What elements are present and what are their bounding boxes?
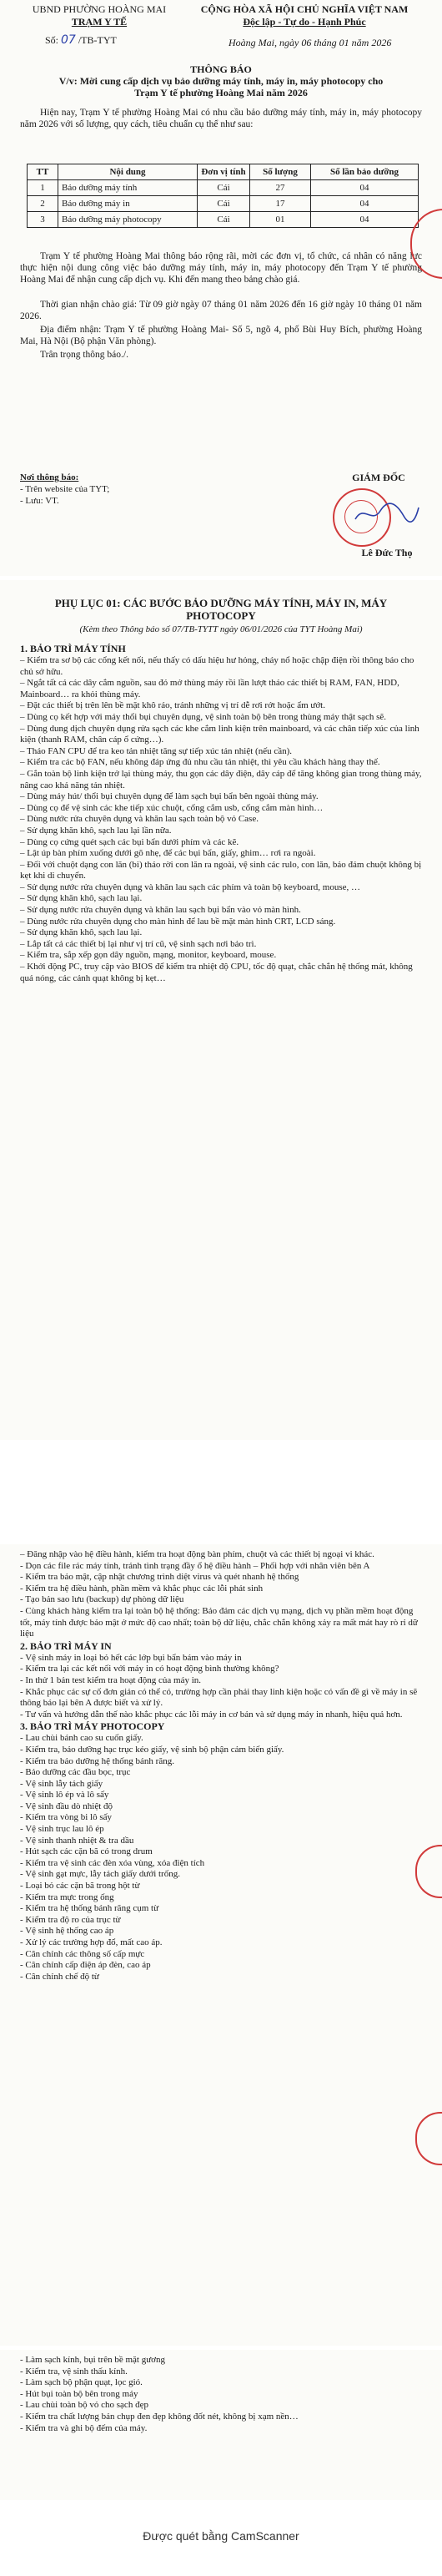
list-item: – Dùng cọ kết hợp với máy thổi bụi chuyên dụng, vệ sinh toàn bộ bên trong thùng máy thật sạch sẽ. — [20, 711, 387, 722]
list-item: – Sử dụng khăn khô, sạch lau lại. — [20, 893, 143, 904]
list-item: - Cùng khách hàng kiểm tra lại toàn bộ hệ thống: Bảo đảm các dịch vụ mạng, dịch vụ phần mềm hoạt động tốt, máy tính được bảo mật ở mức độ cao nhất; toàn bộ dữ liệu, chắc chắn không xảy ra mất mát hay rò rỉ dữ liệu — [20, 1605, 418, 1639]
list-item: - Loại bỏ các cặn bã trong hột từ — [20, 1881, 140, 1892]
list-item: – Dùng nước rửa chuyên dụng cho màn hình để lau bề mặt màn hình CRT, LCD sáng. — [20, 916, 336, 927]
list-item: – Kiểm tra sơ bộ các cổng kết nối, nếu thấy có dấu hiệu hư hỏng, cháy nổ hoặc chập điện rồi thông báo cho chủ sở hữu. — [20, 655, 414, 677]
table-row — [28, 180, 419, 196]
list-item: – Kiểm tra các bộ FAN, nếu không đáp ứng đủ nhu cầu tản nhiệt, thì yêu cầu khách hàng thay thế. — [20, 757, 380, 768]
table-cell: 04 — [311, 180, 419, 196]
list-item: - Kiểm tra mực trong ống — [20, 1892, 114, 1902]
list-item: - In thử 1 bản test kiểm tra hoạt động của máy in. — [20, 1674, 202, 1685]
list-item: - Lau chùi toàn bộ vỏ cho sạch đẹp — [20, 2400, 148, 2411]
scanner-watermark: Được quét bằng CamScanner — [143, 2529, 299, 2543]
issuing-organization — [20, 3, 178, 28]
table-cell: 04 — [311, 196, 419, 212]
table-cell: 01 — [250, 212, 311, 228]
list-item: - Vệ sinh hệ thống cao áp — [20, 1926, 114, 1937]
list-item: - Khắc phục các sự cố đơn giản có thể có, trường hợp cần phải thay linh kiện hoặc có vấn đề gì về máy in sẽ thông báo lại bên A được biết và xử lý. — [20, 1686, 418, 1709]
country-name: CỘNG HÒA XÃ HỘI CHỦ NGHĨA VIỆT NAM — [200, 3, 409, 15]
table-cell: Cái — [198, 196, 250, 212]
list-item: - Tư vấn và hướng dẫn thế nào khắc phục các lỗi máy in cơ bản và sử dụng máy in nhanh, hiệu quả hơn. — [20, 1709, 403, 1720]
date-line: Hoàng Mai, ngày 06 tháng 01 năm 2026 — [229, 37, 392, 48]
list-item: – Gắn toàn bộ linh kiện trở lại thùng máy, thu gọn các dây điện, dây cáp để tăng không gian trong thùng máy, nâng cao khả năng tản nhiệt. — [20, 768, 422, 790]
table-header-cell: Số lần bảo dưỡng — [311, 164, 419, 180]
list-item: – Dùng cọ cứng quét sạch các bụi bẩn dưới phím và các kẽ. — [20, 836, 239, 847]
doc-suffix: /TB-TYT — [78, 34, 117, 46]
list-item: – Tháo FAN CPU để tra keo tản nhiệt tăng sự tiếp xúc tản nhiệt (nếu cần). — [20, 745, 293, 756]
list-item: - Kiểm tra hệ điều hành, phần mềm và khắc phục các lỗi phát sinh — [20, 1583, 264, 1594]
table-cell: 17 — [250, 196, 311, 212]
list-item: – Sử dụng khăn khô, sạch lau lại. — [20, 927, 143, 938]
signature-icon — [354, 501, 420, 526]
table-header-cell: Đơn vị tính — [198, 164, 250, 180]
photocopy-steps-list — [20, 1733, 422, 1983]
list-item: – Đăng nhập vào hệ điều hành, kiểm tra hoạt động bàn phím, chuột và các thiết bị ngoại vi khác. — [20, 1549, 374, 1559]
list-item: - Cân chỉnh các thông số cấp mực — [20, 1948, 145, 1959]
computer-steps-list — [20, 655, 422, 984]
list-item: – Đối với chuột dạng con lăn (bi) tháo rời con lăn ra ngoài, vệ sinh các rulo, con lăn, bảo đảm chuột không bị kẹt khi di chuyển. — [20, 859, 422, 881]
list-item: - Kiểm tra bảo mật, cập nhật chương trình diệt virus và quét nhanh hệ thống — [20, 1572, 299, 1583]
appendix-subtitle: (Kèm theo Thông báo số 07/TB-TYTT ngày 06/01/2026 của TYT Hoàng Mai) — [79, 624, 363, 634]
list-item: - Kiểm tra và ghi bộ đếm của máy. — [20, 2422, 148, 2433]
list-item: - Bảo dưỡng các đầu bọc, trục — [20, 1767, 131, 1778]
body-paragraph-4: Trân trọng thông báo./. — [40, 350, 128, 360]
list-item: - Vệ sinh máy in loại bỏ hết các lớp bụi bẩn bám vào máy in — [20, 1652, 242, 1663]
list-item: - Vệ sinh trục lau lô ép — [20, 1824, 104, 1835]
list-item: - Kiểm tra vệ sinh các đèn xóa vùng, xóa điện tích — [20, 1857, 205, 1868]
list-item: – Ngắt tất cả các dây cắm nguồn, sau đó mở thùng máy rồi lần lượt tháo các thiết bị RAM, FAN, HDD, Mainboard… ra khỏi thùng máy. — [20, 678, 399, 700]
table-cell: 1 — [28, 180, 58, 196]
table-cell: 04 — [311, 212, 419, 228]
notice-subject: V/v: Mời cung cấp dịch vụ bảo dưỡng máy tính, máy in, máy photocopy cho Trạm Y tế phường Hoàng Mai năm 2026 — [58, 75, 384, 98]
list-item: – Sử dụng nước rửa chuyên dụng và khăn lau sạch các phím và toàn bộ keyboard, mouse, … — [20, 881, 360, 892]
list-item: - Vệ sinh lô ép và lô sấy — [20, 1790, 109, 1801]
appendix-final-sheet — [20, 2355, 422, 2434]
body-paragraph-3: Địa điểm nhận: Trạm Y tế phường Hoàng Mai- Số 5, ngõ 4, phố Bùi Huy Bích, phường Hoàng Mai, Hà Nội (Bộ phận Văn phòng). — [20, 325, 422, 346]
body-paragraph-2: Thời gian nhận chào giá: Từ 09 giờ ngày 07 tháng 01 năm 2026 đến 16 giờ ngày 10 tháng 01 năm 2026. — [20, 300, 422, 321]
list-item: - Vệ sinh lẫy tách giấy — [20, 1778, 103, 1789]
section-heading-computer: 1. BẢO TRÌ MÁY TÍNH — [20, 643, 126, 654]
recipients-label: Nơi thông báo: — [20, 472, 79, 482]
list-item: - Kiểm tra bảo dưỡng hệ thống bánh răng. — [20, 1755, 174, 1766]
table-cell: Bảo dưỡng máy in — [58, 196, 198, 212]
page-2 — [0, 580, 442, 1440]
intro-paragraph: Hiện nay, Trạm Y tế phường Hoàng Mai có nhu cầu bảo dưỡng máy tính, máy in, máy photocopy năm 2026 với số lượng, quy cách, tiêu chuẩn cụ thể như sau: — [20, 108, 422, 129]
list-item: - Vệ sinh thanh nhiệt & tra dầu — [20, 1835, 134, 1846]
list-item: – Đặt các thiết bị trên lên bề mặt khô ráo, tránh những vị trí dễ rơi rớt hoặc ẩm ướt. — [20, 700, 325, 711]
section-heading-photocopy: 3. BẢO TRÌ MÁY PHOTOCOPY — [20, 1720, 165, 1733]
list-item: - Dọn các file rác máy tính, tránh tình trạng đầy ổ hệ điều hành – Phối hợp với nhân viên bên A — [20, 1560, 370, 1571]
list-item: – Lắp tất cả các thiết bị lại như vị trí cũ, vệ sinh sạch nơi bảo trì. — [20, 938, 257, 949]
list-item: - Kiểm tra, bảo dưỡng hạc trục kéo giấy, vệ sinh bộ phận cảm biến giấy. — [20, 1744, 284, 1755]
table-cell: 27 — [250, 180, 311, 196]
list-item: - Làm sạch kính, bụi trên bề mặt gương — [20, 2355, 165, 2365]
notice-title: THÔNG BÁO — [190, 63, 252, 75]
table-cell: 2 — [28, 196, 58, 212]
national-motto: Độc lập - Tự do - Hạnh Phúc — [243, 16, 366, 28]
list-item: - Kiểm tra chất lượng bản chụp đen đẹp không đốt nét, không bị xạm nền… — [20, 2411, 299, 2422]
list-item: – Dùng nước rửa chuyên dụng và khăn lau sạch toàn bộ vỏ Case. — [20, 814, 259, 825]
appendix-continued-sheet — [20, 1549, 422, 1983]
list-item: - Kiểm tra vòng bi lô sấy — [20, 1812, 112, 1823]
list-item: – Dùng dung dịch chuyên dụng rửa sạch các khe cắm linh kiện trên mainboard, và các chân tiếp xúc của linh kiện (thanh RAM, chân cáp ổ cứng…). — [20, 723, 419, 745]
list-item: – Dùng máy hút/ thổi bụi chuyên dụng để làm sạch bụi bẩn bên ngoài thùng máy. — [20, 791, 319, 802]
page-1 — [0, 0, 442, 576]
table-cell: Bảo dưỡng máy tính — [58, 180, 198, 196]
computer-steps-continued — [20, 1549, 422, 1640]
table-header-cell: Số lượng — [250, 164, 311, 180]
page-3 — [0, 1544, 442, 2346]
table-header-cell: TT — [28, 164, 58, 180]
list-item: - Làm sạch bộ phận quạt, lọc gió. — [20, 2377, 143, 2388]
list-item: – Sử dụng nước rửa chuyên dụng và khăn lau sạch bụi bẩn vào vỏ màn hình. — [20, 905, 301, 916]
appendix-sheet — [20, 597, 422, 984]
list-item: - Vệ sinh đầu dò nhiệt độ — [20, 1801, 113, 1811]
list-item: - Cân chỉnh cấp điện áp đèn, cao áp — [20, 1960, 151, 1971]
table-header-row — [28, 164, 419, 180]
notice-title-block — [20, 63, 422, 98]
list-item: - Kiểm tra lại các kết nối với máy in có hoạt động bình thường không? — [20, 1664, 279, 1674]
page-edge-seal-icon — [415, 2112, 442, 2165]
list-item: - Vệ sinh gạt mực, lẫy tách giấy dưới trống. — [20, 1869, 180, 1880]
national-header — [187, 3, 422, 28]
recipient-item: - Lưu: VT. — [20, 496, 59, 506]
table-row — [28, 212, 419, 228]
list-item: - Kiểm tra, vệ sinh thấu kính. — [20, 2366, 128, 2376]
list-item: – Dùng cọ để vệ sinh các khe tiếp xúc chuột, cổng cắm usb, cổng cắm màn hình… — [20, 802, 324, 813]
service-table — [27, 164, 419, 228]
list-item: - Hút sạch các cặn bã có trong drum — [20, 1846, 153, 1857]
list-item: – Kiểm tra, sắp xếp gọn dây nguồn, mạng, monitor, keyboard, mouse. — [20, 950, 277, 961]
table-cell: Cái — [198, 212, 250, 228]
list-item: - Cân chỉnh chế độ từ — [20, 1971, 99, 1982]
table-cell: 3 — [28, 212, 58, 228]
printer-steps-list — [20, 1653, 422, 1721]
org-line-2: TRẠM Y TẾ — [71, 16, 128, 28]
list-item: – Lật úp bàn phím xuống dưới gõ nhẹ, để các bụi bẩn, giấy, ghim… rơi ra ngoài. — [20, 848, 316, 859]
table-row — [28, 196, 419, 212]
list-item: – Sử dụng khăn khô, sạch lau lại lần nữa. — [20, 825, 172, 836]
signer-name: Lê Đức Thọ — [361, 547, 413, 558]
recipient-item: - Trên website của TYT; — [20, 484, 110, 494]
list-item: - Kiểm tra hệ thống bánh răng cụm từ — [20, 1903, 159, 1914]
document-number — [45, 33, 117, 47]
doc-number-handwritten: 07 — [61, 33, 76, 47]
list-item: - Hút bụi toàn bộ bên trong máy — [20, 2388, 138, 2399]
list-item: - Lau chùi bánh cao su cuốn giấy. — [20, 1733, 143, 1744]
table-header-cell: Nội dung — [58, 164, 198, 180]
doc-prefix: Số: — [45, 34, 59, 46]
list-item: - Kiểm tra độ ro của trục từ — [20, 1914, 121, 1925]
section-heading-printer: 2. BẢO TRÌ MÁY IN — [20, 1639, 112, 1652]
table-cell: Bảo dưỡng máy photocopy — [58, 212, 198, 228]
appendix-title: PHỤ LỤC 01: CÁC BƯỚC BẢO DƯỠNG MÁY TÍNH, MÁY IN, MÁY PHOTOCOPY — [54, 597, 388, 622]
page-4 — [0, 2350, 442, 2500]
page-1-sheet — [20, 0, 422, 576]
body-paragraph-1: Trạm Y tế phường Hoàng Mai thông báo rộng rãi, mời các đơn vị, tổ chức, cá nhân có năng lực thực hiện nội dung công việc bảo dưỡng máy tính, máy in, máy photocopy đến Trạm Y tế phường Hoàng Mai để nhận cung cấp dịch vụ. Khi đến mang theo bảng chào giá. — [20, 251, 422, 285]
list-item: – Khởi động PC, truy cập vào BIOS để kiểm tra nhiệt độ CPU, tốc độ quạt, chắc chắn hệ thống mát, không quá nóng, các cảnh quạt không bị kẹt… — [20, 962, 413, 983]
list-item: - Xử lý các trường hợp đổ, mất cao áp. — [20, 1937, 163, 1947]
table-cell: Cái — [198, 180, 250, 196]
list-item: - Tạo bản sao lưu (backup) dự phòng dữ liệu — [20, 1594, 184, 1605]
recipients-block — [20, 472, 109, 507]
org-line-1: UBND PHƯỜNG HOÀNG MAI — [32, 3, 167, 15]
signer-title: GIÁM ĐỐC — [352, 472, 405, 483]
